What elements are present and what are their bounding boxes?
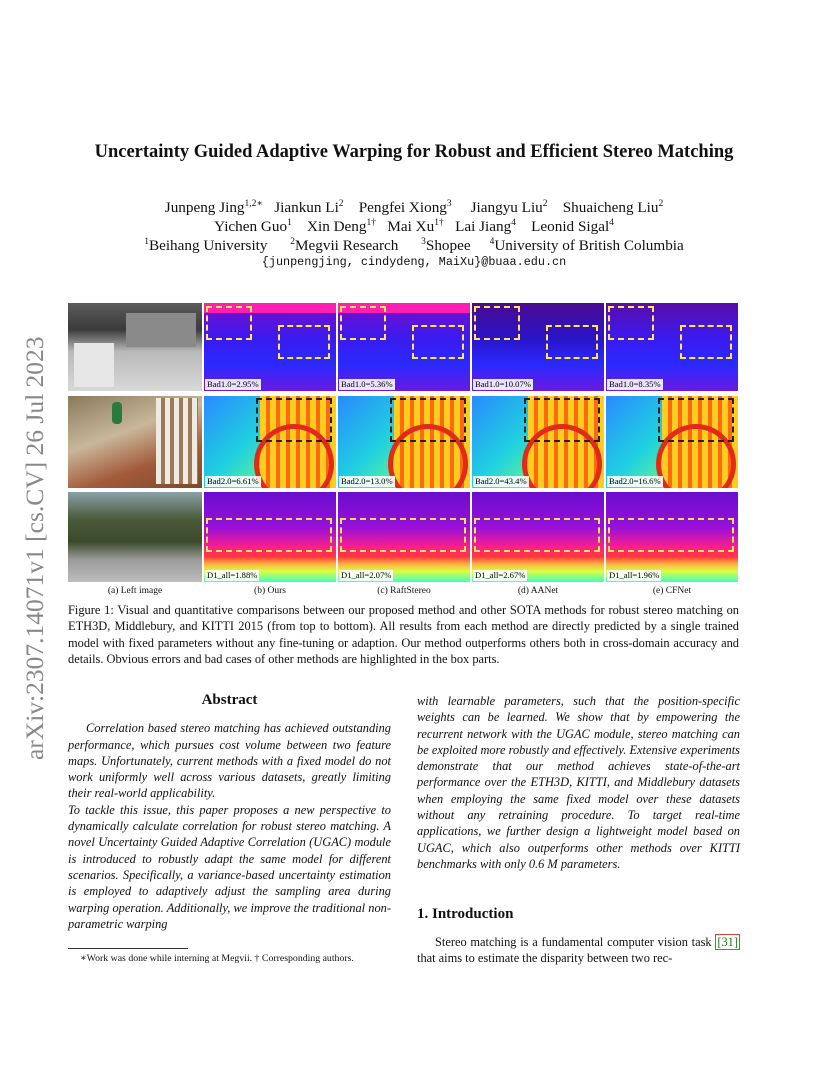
metric-label: D1_all=1.96% xyxy=(609,570,660,580)
introduction-paragraph: Stereo matching is a fundamental computer vision task [31] that aims to estimate the disparity between two rec- xyxy=(417,935,738,966)
disparity-ours-kitti xyxy=(204,492,336,582)
author: Junpeng Jing$^{1,2∗}$ xyxy=(164,199,263,216)
disparity-cfnet-kitti xyxy=(606,492,738,582)
abstract-section xyxy=(68,692,391,932)
subcaption-ours: (b) Ours xyxy=(254,586,286,596)
left-image-middlebury xyxy=(68,396,202,488)
disparity-cfnet-eth3d xyxy=(606,303,738,391)
disparity-raftstereo-middlebury xyxy=(338,396,470,488)
disparity-cfnet-middlebury xyxy=(606,396,738,488)
author: Pengfei Xiong$^3$ xyxy=(358,199,452,216)
affiliation: $^2$Megvii Research xyxy=(290,237,399,254)
subcaption-aanet: (d) AANet xyxy=(517,586,559,596)
left-image-eth3d xyxy=(68,303,202,391)
disparity-aanet-kitti xyxy=(472,492,604,582)
author: Lai Jiang$^4$ xyxy=(455,218,516,235)
disparity-raftstereo-eth3d xyxy=(338,303,470,391)
disparity-aanet-middlebury xyxy=(472,396,604,488)
arxiv-side-stamp xyxy=(16,292,52,762)
author: Mai $Xu^{1\dagger}$ xyxy=(387,218,444,235)
metric-label: Bad2.0=16.6% xyxy=(609,476,661,486)
metric-label: Bad1.0=8.35% xyxy=(609,379,661,389)
author: Shuaicheng Liu$^2$ xyxy=(562,199,664,216)
subcaption-raftstereo: (c) RaftStereo xyxy=(377,586,431,596)
author-email[interactable]: {junpengjing, cindydeng, MaiXu}@buaa.edu.cn xyxy=(261,255,567,269)
metric-label: Bad2.0=13.0% xyxy=(341,476,393,486)
author: Leonid Sigal$^4$ xyxy=(531,218,614,235)
disparity-aanet-eth3d xyxy=(472,303,604,391)
affiliations xyxy=(0,233,828,255)
author: Jiangyu Liu$^2$ xyxy=(470,199,548,216)
affiliation: $^4$University of British Columbia xyxy=(489,237,684,254)
affiliation: $^3$Shopee xyxy=(421,237,471,254)
footnote: ∗Work was done while interning at Megvii. † Corresponding authors. xyxy=(80,953,354,964)
left-image-kitti xyxy=(68,492,202,582)
metric-label: Bad2.0=6.61% xyxy=(207,476,259,486)
paper-title: Uncertainty Guided Adaptive Warping for Robust and Efficient Stereo Matching xyxy=(94,142,734,162)
author: Jiankun Li$^2$ xyxy=(274,199,344,216)
metric-label: D1_all=2.67% xyxy=(475,570,526,580)
citation-link[interactable]: [31] xyxy=(717,935,738,949)
introduction-heading: 1. Introduction xyxy=(417,906,514,922)
author: Xin Deng$^{1\dagger}$ xyxy=(307,218,376,235)
metric-label: Bad1.0=10.07% xyxy=(475,379,531,389)
abstract-heading: Abstract xyxy=(201,692,258,708)
metric-label: D1_all=1.88% xyxy=(207,570,258,580)
disparity-ours-middlebury xyxy=(204,396,336,488)
metric-label: Bad1.0=5.36% xyxy=(341,379,393,389)
metric-label: D1_all=2.07% xyxy=(341,570,392,580)
subcaption-cfnet: (e) CFNet xyxy=(652,586,692,596)
disparity-ours-eth3d xyxy=(204,303,336,391)
abstract-paragraph-3: with learnable parameters, such that the position-specific weights can be learned. We show that by empowering the recurrent network with the UGAC module, stereo matching can be exploited more robustly and effectively. Extensive experiments demonstrate that our method achieves state-of-the-art performance over the ETH3D, KITTI, and Middlebury datasets when employing the same fixed model over these datasets without any retraining procedure. To target real-time applications, we further design a lightweight model based on UGAC, which also outperforms other methods over KITTI benchmarks with only 0.6 M parameters. xyxy=(417,694,740,871)
disparity-raftstereo-kitti xyxy=(338,492,470,582)
metric-label: Bad1.0=2.95% xyxy=(207,379,259,389)
figure-1-caption: Figure 1: Visual and quantitative comparisons between our proposed method and other SOTA methods for robust stereo matching on ETH3D, Middlebury, and KITTI 2015 (from top to bottom). All results from each method are directly predicted by a single trained model with fixed parameters without any fine-tuning or adaption. Our method outperforms others both in cross-domain accuracy and details. Obvious errors and bad cases of other methods are highlighted in the box parts. xyxy=(68,603,739,667)
footnote-rule xyxy=(68,948,188,949)
arxiv-id-text: arXiv:2307.14071v1 [cs.CV] 26 Jul 2023 xyxy=(20,336,49,760)
subcaption-left-image: (a) Left image xyxy=(107,586,163,596)
abstract-paragraph-1: Correlation based stereo matching has achieved outstanding performance, which pursues cost volume between two feature maps. Unfortunately, current methods with a fixed model do not work uniformly well across various datasets, greatly limiting their real-world applicability. xyxy=(68,721,391,801)
metric-label: Bad2.0=43.4% xyxy=(475,476,527,486)
affiliation: $^1$Beihang University xyxy=(144,237,268,254)
abstract-paragraph-2: To tackle this issue, this paper proposes a new perspective to dynamically calculate correlation for robust stereo matching. A novel Uncertainty Guided Adaptive Correlation (UGAC) module is introduced to robustly adapt the same model for different scenarios. Specifically, a variance-based uncertainty estimation is employed to adaptively adjust the sampling area during warping operation. Additionally, we improve the traditional non-parametric warping xyxy=(68,802,391,931)
author: Yichen Guo$^1$ xyxy=(214,218,292,235)
